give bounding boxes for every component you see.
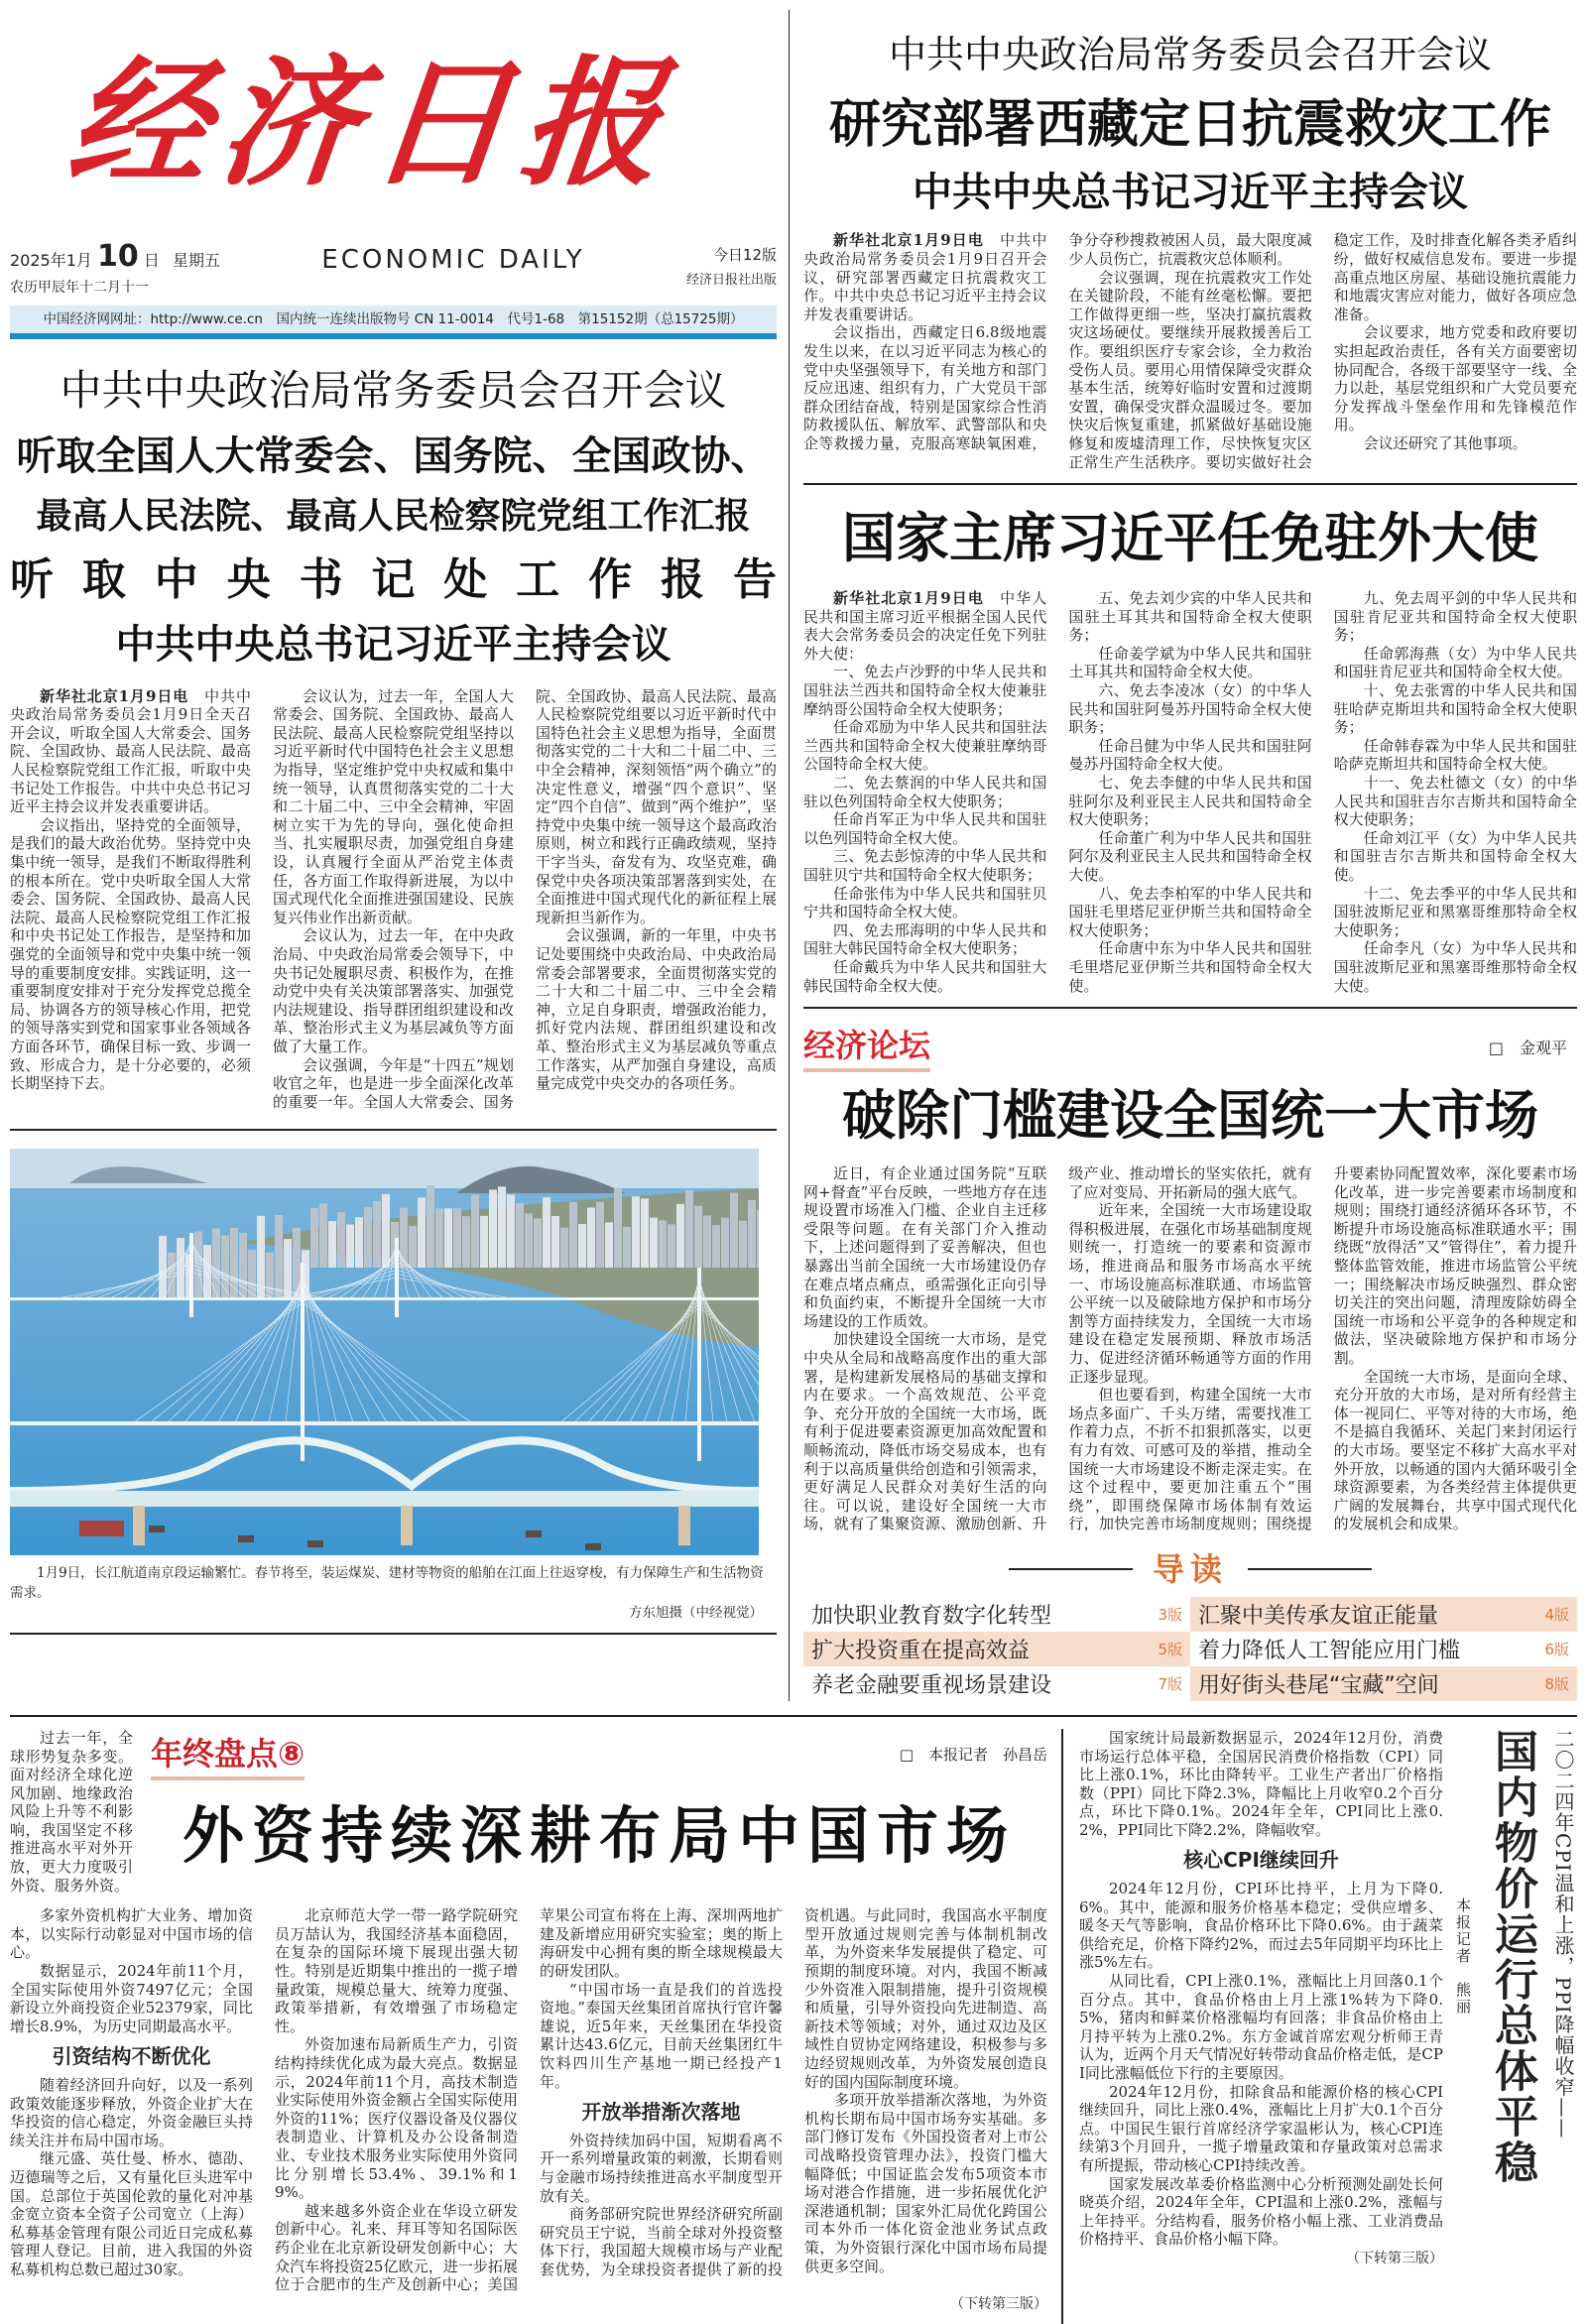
cargo-ship (79, 1521, 124, 1536)
building (373, 1201, 381, 1268)
date-suffix: 日 (143, 251, 160, 270)
english-name: ECONOMIC DAILY (321, 245, 585, 275)
foreign-title: 外资持续深耕布局中国市场 (182, 1798, 1016, 1872)
paragraph: 一、免去卢沙野的中华人民共和国驻法兰西共和国特命全权大使兼驻摩纳哥公国特命全权大使职务； (803, 663, 1047, 718)
guide-entry[interactable] (1190, 1597, 1577, 1632)
guide-rule (1009, 1568, 1133, 1570)
building (275, 1215, 283, 1297)
building (355, 1218, 363, 1269)
building (587, 1208, 595, 1269)
paragraph: 任命姜学斌为中华人民共和国驻土耳其共和国特命全权大使。 (1068, 644, 1312, 681)
cpi-author: 本报记者 熊丽 (1454, 1896, 1472, 2016)
building (757, 1210, 759, 1268)
paragraph: 北京师范大学一带一路学院研究员万喆认为，我国经济基本面稳固，在复杂的国际环境下展现出强大韧性。特别是近期集中推出的一揽子增量政策，规模总量大、统筹力度强、政策举措新，有效增强了市场稳定性。 (275, 1906, 518, 2035)
guide-entry-label: 扩大投资重在提高效益 (811, 1638, 1031, 1663)
cpi-continued: （下转第三版） (1346, 2250, 1443, 2266)
divider (803, 483, 1577, 485)
quake-title: 研究部署西藏定日抗震救灾工作 (828, 95, 1551, 156)
right-column (790, 10, 1577, 1701)
date-prefix: 2025年1月 (10, 251, 92, 270)
masthead-meta (10, 240, 777, 298)
building (480, 1216, 488, 1268)
photo-caption (10, 1563, 777, 1603)
building (346, 1225, 354, 1269)
building (659, 1221, 667, 1269)
paragraph: 任命郭海燕（女）为中华人民共和国驻肯尼亚共和国特命全权大使。 (1333, 644, 1577, 681)
paragraph: 多项开放举措渐次落地，为外资机构长期布局中国市场夯实基础。多部门修订发布《外国投资者对上市公司战略投资管理办法》，投资门槛大幅降低；中国证监会发布5项资本市场对港合作措施，进一步拓展优化沪深港通机制；国家外汇局优化跨国公司本外币一体化资金池业务试点政策，为外资银行深化中国市场布局提供更多空间。 (804, 2091, 1047, 2275)
building (534, 1219, 542, 1269)
paragraph (803, 231, 1046, 323)
foreign-article (10, 1729, 1063, 2324)
paragraph: “中国市场一直是我们的首选投资地。”泰国天丝集团首席执行官许馨雄说，近5年来，天丝集团在华投资累计达43.6亿元，目前天丝集团红牛饮料四川生产基地一期已经投产1年。 (540, 1980, 783, 2091)
ship (307, 1540, 323, 1547)
paragraph (803, 589, 1046, 663)
lead-body (10, 687, 777, 1112)
photo-credit: 方东旭摄（中经视觉） (629, 1605, 763, 1622)
dateline: 新华社北京1月9日电 (40, 686, 189, 705)
guide-entry-page: 6版 (1544, 1640, 1569, 1658)
section-subhead: 开放举措渐次落地 (581, 2100, 741, 2125)
building (248, 1250, 256, 1297)
paragraph: 九、免去周平剑的中华人民共和国驻肯尼亚共和国特命全权大使职务； (1333, 589, 1577, 645)
paragraph: 任命董广利为中华人民共和国驻阿尔及利亚民主人民共和国特命全权大使。 (1068, 828, 1312, 884)
building (382, 1194, 390, 1268)
paragraph: 近年来，全国统一大市场建设取得积极进展，在强化市场基础制度规则统一，打造统一的要素和资源市场，推进商品和服务市场高水平统一、市场设施高标准联通、市场监管公平统一以及破除地方保护和市场分割等方面持续发力，全国统一大市场建设在稳定发展预期、释放市场活力、促进经济循环畅通等方面的作用正逐步显现。 (1068, 1201, 1312, 1386)
issue-date (10, 240, 220, 278)
paragraph: 二、免去蔡润的中华人民共和国驻以色列国特命全权大使职务； (803, 774, 1047, 810)
forum-header (803, 1021, 1577, 1072)
guide-header (803, 1547, 1577, 1591)
cpi-text (1079, 1729, 1443, 2324)
river-bridge-photo (10, 1149, 759, 1555)
upper-section (10, 10, 1577, 1701)
masthead-rule (10, 333, 777, 339)
lead-subtitle: 中共中央总书记习近平主持会议 (115, 621, 671, 668)
paragraph: 会议要求，地方党委和政府要切实担起政治责任，各有关方面要密切协同配合，各级干部要坚守一线、全力以赴，基层党组织和广大党员要充分发挥战斗堡垒作用和先锋模范作用。 (1333, 323, 1577, 434)
paragraph: 但也要看到，构建全国统一大市场点多面广、千头万绪，需要找准工作着力点，不折不扣狠抓落实，以更有力有效、可感可及的举措，推动全国统一大市场建设不断走深走实。在这个过程中，要更加注重五个“围绕”，即围绕保障市场体制有效运行，加快完善市场制度规则；围绕提升要素协同配置效率，深化要素市场化改革，进一步完善要素市场制度和规则；围绕打通经济循环各环节，不断提升市场设施高标准联通水平；围绕既“放得活”又“管得住”，着力提升整体监管效能，推进市场监管公平统一；围绕解决市场反映强烈、群众密切关注的突出问题，清理废除妨碍全国统一市场和公平竞争的各种规定和做法，坚决破除地方保护和市场分割。 (1068, 1164, 1577, 1533)
bridge-deck (10, 1421, 759, 1425)
cpi-article (1063, 1729, 1577, 2324)
guide-entry-page: 3版 (1158, 1605, 1182, 1624)
paragraph: 会议还研究了其他事项。 (1363, 434, 1527, 453)
paragraph: 多家外资机构扩大业务、增加资本，以实际行动彰显对中国市场的信心。 (10, 1906, 253, 1962)
paragraph: 2024年12月份，扣除食品和能源价格的核心CPI继续回升，同比上涨0.4%，涨幅比上月扩大0.1个百分点。中国民生银行首席经济学家温彬认为，核心CPI连续第3个月回升，一揽子增量政策和存量政策对总需求有所提振，带动核心CPI持续改善。 (1079, 2082, 1443, 2174)
paragraph: 十一、免去杜德文（女）的中华人民共和国驻吉尔吉斯共和国特命全权大使职务； (1333, 774, 1577, 829)
building (543, 1197, 550, 1268)
paragraph: 继元盛、英仕曼、桥水、德劭、迈德瑞等之后，又有量化巨头进军中国。总部位于英国伦敦的量化对冲基金宽立资本全资子公司宽立（上海）私募基金管理有限公司近日完成私募管理人登记。目前，进入我国的外资私募机构总数已超过30家。 (10, 2149, 253, 2278)
cpi-body (1079, 1729, 1443, 2175)
building (685, 1190, 693, 1268)
ship (149, 1526, 165, 1532)
building (489, 1190, 497, 1269)
photo-box (10, 1129, 777, 1635)
building (364, 1207, 372, 1268)
paragraph: 任命戴兵为中华人民共和国驻大韩民国特命全权大使。 (803, 957, 1047, 995)
quake-subtitle: 中共中央总书记习近平主持会议 (913, 170, 1468, 216)
building (230, 1228, 238, 1297)
building (569, 1202, 577, 1268)
paragraph: 任命吕健为中华人民共和国驻阿曼苏丹国特命全权大使。 (1068, 736, 1312, 774)
building (605, 1223, 613, 1269)
masthead-logo: 经济日报 (61, 43, 681, 205)
building (623, 1227, 631, 1268)
building (453, 1208, 461, 1268)
guide-entry-label: 汇聚中美传承友谊正能量 (1198, 1603, 1439, 1629)
lead-title-line3: 听取中央书记处工作报告 (10, 554, 777, 606)
forum-byline: □ 金观平 (1488, 1038, 1567, 1057)
ambassadors-title: 国家主席习近平任免驻外大使 (842, 507, 1538, 570)
building (418, 1198, 426, 1269)
paragraph: 任命张伟为中华人民共和国驻贝宁共和国特命全权大使。 (803, 884, 1047, 921)
info-bar-text: 中国经济网网址：http://www.ce.cn 国内统一连续出版物号 CN 11-0014 代号1-68 第15152期（总15725期） (43, 311, 744, 327)
guide-entry-page: 5版 (1158, 1640, 1182, 1658)
paragraph: 会议认为，过去一年，全国人大常委会、国务院、全国政协、最高人民法院、最高人民检察院党组坚持以习近平新时代中国特色社会主义思想为指导，坚定维护党中央权威和集中统一领导，认真贯彻落实党的二十大和二十届二中、三中全会精神，牢固树立实干为先的导向，强化使命担当、扎实履职尽责，加强党组自身建设，认真履行全面从严治党主体责任，各方面工作取得新进展，为以中国式现代化全面推进强国建设、民族复兴伟业作出新贡献。 (273, 686, 514, 926)
guide-entry-label: 用好街头巷尾“宝藏”空间 (1198, 1672, 1439, 1698)
dateline: 新华社北京1月9日电 (833, 231, 984, 250)
paragraph-text: 中共中央政治局常务委员会1月9日召开会议，研究部署西藏定日抗震救灾工作。中共中央总书记习近平主持会议并发表重要讲话。 (803, 231, 1047, 323)
weekday: 星期五 (172, 251, 220, 270)
guide-entry[interactable] (803, 1597, 1190, 1632)
info-bar (10, 306, 777, 333)
building (739, 1221, 747, 1268)
building (159, 1236, 167, 1297)
foreign-continued: （下转第三版） (950, 2295, 1047, 2312)
guide-table (803, 1597, 1577, 1701)
paragraph: 五、免去刘少宾的中华人民共和国驻土耳其共和国特命全权大使职务； (1068, 589, 1312, 645)
building (712, 1225, 720, 1268)
date-block (10, 240, 220, 298)
section-subhead: 引资结构不断优化 (52, 2044, 211, 2069)
paragraph (10, 687, 251, 816)
paragraph: 十二、免去季平的中华人民共和国驻波斯尼亚和黑塞哥维那特命全权大使职务； (1333, 884, 1577, 939)
building (668, 1225, 675, 1269)
quake-body (803, 231, 1577, 471)
paragraph: 十、免去张霄的中华人民共和国驻哈萨克斯坦共和国特命全权大使职务； (1333, 681, 1577, 737)
paragraph: 七、免去李健的中华人民共和国驻阿尔及利亚民主人民共和国特命全权大使职务； (1068, 774, 1312, 829)
photo-caption-text: 1月9日，长江航道南京段运输繁忙。春节将至，装运煤炭、建材等物资的船舶在江面上往返穿梭，有力保障生产和生活物资需求。 (10, 1565, 764, 1602)
guide-entry[interactable] (803, 1632, 1190, 1666)
cpi-last-paragraph-text: 国家发展改革委价格监测中心分析预测处副处长何晓英介绍，2024年全年，CPI温和上涨0.2%，涨幅与上年持平。分结构看，服务价格小幅上涨、工业消费品价格持平、食品价格小幅下降。 (1079, 2174, 1443, 2249)
guide-entry-page: 4版 (1544, 1605, 1569, 1624)
paragraph: 八、免去李柏军的中华人民共和国驻毛里塔尼亚伊斯兰共和国特命全权大使职务； (1068, 884, 1312, 939)
edition-block (686, 240, 777, 292)
lunar-date: 农历甲辰年十二月十一 (10, 280, 149, 296)
quake-kicker: 中共中央政治局常务委员会召开会议 (888, 33, 1492, 76)
building (516, 1203, 524, 1268)
lower-section (10, 1715, 1577, 2324)
foreign-intro (10, 1729, 133, 1895)
publisher: 经济日报社出版 (685, 273, 777, 288)
left-column (10, 10, 790, 1701)
ship (238, 1535, 254, 1542)
divider (803, 1007, 1577, 1009)
guide-entry[interactable] (803, 1666, 1190, 1701)
paragraph: 商务部研究院世界经济研究所副研究员王宁说，当前全球对外投资整体下行，我国超大规模市场与产业配套优势，为全球投资者提供了新的投资机遇。与此同时，我国高水平制度型开放通过规则完善与体制机制改革，为外资来华发展提供了稳定、可预期的制度环境。对内，我国不断减少外资准入限制措施，提升引资规模和质量，引导外资投向先进制造、高新技术等领域；对外，通过双边及区域性自贸协定网络建设，积极参与多边经贸规则改革，为外资发展创造良好的国内国际制度环境。 (540, 1906, 1047, 2278)
forum-column-label: 经济论坛 (803, 1021, 930, 1072)
building (551, 1216, 559, 1268)
paragraph: 2024年12月份，CPI环比持平，上月为下降0.6%。其中，能源和服务价格基本稳定；受供应增多、暖冬天气等影响，食品价格环比下降0.6%。由于蔬菜供给充足，价格下降约2%，而过去5年同期平均环比上涨5%左右。 (1079, 1880, 1443, 1972)
lead-title-line1: 听取全国人大常委会、国务院、全国政协、 (16, 432, 771, 479)
paragraph: 会议强调，现在抗震救灾工作处在关键阶段，不能有丝毫松懈。要把工作做得更细一些，坚决打赢抗震救灾这场硬仗。要继续开展救援善后工作。要组织医疗专家会诊，全力救治受伤人员。要用心用情保障受灾群众基本生活，统筹好临时安置和过渡期安置，确保受灾群众温暖过冬。要加快灾后恢复重建，抓紧做好基础设施修复和废墟清理工作，尽快恢复灾区正常生产生活秩序。要切实做好社会稳定工作，及时排查化解各类矛盾纠纷，做好权威信息发布。要进一步提高重点地区房屋、基础设施抗震能力和地震灾害应对能力，做好各项应急准备。 (1068, 231, 1577, 471)
building (444, 1209, 452, 1269)
forum-title: 破除门槛建设全国统一大市场 (842, 1084, 1538, 1148)
building (694, 1206, 702, 1268)
cpi-last-paragraph (1079, 2175, 1443, 2249)
date-day: 10 (97, 239, 139, 274)
building (337, 1213, 345, 1269)
building (632, 1197, 640, 1269)
foreign-label-row (151, 1729, 1047, 1780)
building (400, 1208, 408, 1268)
cpi-subtitle: 二〇二四年CPI温和上涨，PPI降幅收窄—— (1551, 1728, 1575, 2140)
dateline: 新华社北京1月9日电 (833, 589, 984, 608)
paragraph: 任命肖军正为中华人民共和国驻以色列国特命全权大使。 (803, 810, 1047, 847)
paragraph: 任命邓励为中华人民共和国驻法兰西共和国特命全权大使兼驻摩纳哥公国特命全权大使。 (803, 718, 1047, 774)
paragraph: 任命唐中东为中华人民共和国驻毛里塔尼亚伊斯兰共和国特命全权大使。 (1068, 939, 1312, 995)
paragraph: 加快建设全国统一大市场，是党中央从全局和战略高度作出的重大部署，是构建新发展格局的基础支撑和内在要求。一个高效规范、公平竞争、充分开放的全国统一大市场，既有利于促进要素资源更加高效配置和顺畅流动，降低市场交易成本，也有利于以高质量供给创造和引领需求，更好满足人民群众对美好生活的向往。可以说，建设好全国统一大市场，就有了集聚资源、激励创新、升级产业、推动增长的坚实依托，就有了应对变局、开拓新局的强大底气。 (803, 1164, 1312, 1533)
paragraph: 六、免去李凌冰（女）的中华人民共和国驻阿曼苏丹国特命全权大使职务； (1068, 681, 1312, 737)
bridge-pier (678, 1506, 690, 1545)
foreign-byline: □ 本报记者 孙昌岳 (899, 1746, 1047, 1765)
paragraph: 近日，有企业通过国务院“互联网+督查”平台反映，一些地方存在违规设置市场准入门槛、企业自主迁移受限等问题。在有关部门介入推动下，上述问题得到了妥善解决，但也暴露出当前全国统一大市场建设仍存在难点堵点痛点，亟需强化正向引导和负面约束，不断提升全国统一大市场建设的工作质效。 (803, 1164, 1047, 1330)
paragraph: 数据显示，2024年前11个月，全国实际使用外资7497亿元；全国新设立外商投资企业52379家，同比增长8.9%，为历史同期最高水平。 (10, 1962, 253, 2035)
guide-title: 导读 (1152, 1549, 1228, 1588)
building (293, 1228, 301, 1297)
foreign-header (151, 1729, 1047, 1895)
building (221, 1236, 229, 1297)
paragraph: 会议强调，新的一年里，中央书记处要围绕中央政治局、中央政治局常委会部署要求，全面贯彻落实党的二十大和二十届二中、三中全会精神，立足自身职责，增强政治能力，抓好党内法规、群团组织建设和改革、整治形式主义为基层减负等重点工作落实，从严加强自身建设，高质量完成党中央交办的各项任务。 (536, 926, 777, 1093)
building (462, 1216, 470, 1268)
building (703, 1216, 711, 1269)
lead-kicker: 中共中央政治局常务委员会召开会议 (60, 366, 727, 415)
paragraph: 外资加速布局新质生产力，引资结构持续优化成为最大亮点。数据显示，2024年前11个月，高技术制造业实际使用外资金额占全国实际使用外资的11%；医疗仪器设备及仪器仪表制造业、计算机及办公设备制造业、专业技术服务业实际使用外资同比分别增长53.4%、39.1%和19%。 (275, 2035, 518, 2202)
paragraph: 全国统一大市场，是面向全球、充分开放的大市场，是对所有经营主体一视同仁、平等对待的大市场，绝不是搞自我循环、关起门来封闭运行的大市场。要坚定不移扩大高水平对外开放，以畅通的国内大循环吸引全球资源要素，为各类经营主体提供更广阔的发展舞台，共享中国式现代化的发展机会和成果。 (1333, 1367, 1577, 1533)
lead-headline (10, 363, 777, 672)
building (730, 1193, 738, 1269)
paragraph: 从同比看，CPI上涨0.1%，涨幅比上月回落0.1个百分点。其中，食品价格由上月上涨1%转为下降0.5%，猪肉和鲜菜价格涨幅均有回落；非食品价格由上月持平转为上涨0.2%。东方金诚首席宏观分析师王青认为，近两个月天气情况好转带动食品价格走低，是CPI同比涨幅低位下行的主要原因。 (1079, 1972, 1443, 2083)
paragraph-text: 中华人民共和国主席习近平根据全国人民代表大会常务委员会的决定任免下列驻外大使： (803, 589, 1047, 663)
guide-entry-label: 加快职业教育数字化转型 (811, 1603, 1052, 1629)
building (409, 1226, 417, 1268)
paragraph: 会议指出，坚持党的全面领导，是我们的最大政治优势。坚持党中央集中统一领导，是我们不断取得胜利的根本所在。党中央听取全国人大常委会、国务院、全国政协、最高人民法院、最高人民检察院党组工作汇报和中央书记处工作报告，是坚持和加强党的全面领导和党中央集中统一领导的重要制度安排。实践证明，这一重要制度安排对于充分发挥党总揽全局、协调各方的领导核心作用，把党的领导落实到党和国家事业各领域各方面各环节，确保目标一致、步调一致、形成合力，是十分必要的，必须长期坚持下去。 (10, 815, 251, 1093)
building (284, 1239, 292, 1297)
foreign-intro-text: 过去一年，全球形势复杂多变。面对经济全球化逆风加剧、地缘政治风险上升等不利影响，我国坚定不移推进高水平对外开放，更大力度吸引外资、服务外资。 (10, 1728, 133, 1895)
paragraph: 会议认为，过去一年，在中央政治局、中央政治局常委会领导下，中央书记处履职尽责、积极作为，在推动党中央有关决策部署落实、加强党内法规建设、指导群团组织建设和改革、整治形式主义为基层减负等方面做了大量工作。 (273, 926, 514, 1055)
building (328, 1221, 336, 1268)
paragraph: 会议强调，今年是“十四五”规划收官之年，也是进一步全面深化改革的重要一年。全国人大常委会、国务院、全国政协、最高人民法院、最高人民检察院党组要以习近平新时代中国特色社会主义思想为指导，全面贯彻落实党的二十大和二十届二中、三中全会精神，深刻领悟“两个确立”的决定性意义，增强“四个意识”、坚定“四个自信”、做到“两个维护”，坚持党中央集中统一领导这个最高政治原则，树立和践行正确政绩观，坚持干字当头，奋发有为、攻坚克难，确保党中央各项决策部署落到实处，在全面推进中国式现代化的新征程上展现新担当新作为。 (273, 686, 777, 1111)
building (560, 1228, 568, 1268)
cpi-title: 国内物价运行总体平稳 (1487, 1728, 1537, 2185)
paragraph: 国家统计局最新数据显示，2024年12月份，消费市场运行总体平稳，全国居民消费价格指数（CPI）同比上涨0.1%，环比由降转平。工业生产者出厂价格指数（PPI）同比下降2.3%，降幅比上月收窄0.2个百分点，环比下降0.1%。2024年全年，CPI同比上涨0.2%，PPI同比下降2.2%，降幅收窄。 (1079, 1728, 1443, 1839)
building (676, 1204, 684, 1268)
building (319, 1204, 327, 1269)
ship (526, 1530, 542, 1537)
paragraph: 任命刘江平（女）为中华人民共和国驻吉尔吉斯共和国特命全权大使。 (1333, 828, 1577, 884)
bridge-pier (133, 1506, 145, 1545)
guide-entry-page: 8版 (1544, 1674, 1569, 1693)
ship (585, 1543, 601, 1550)
paragraph-text: 中共中央政治局常务委员会1月9日全天召开会议，听取全国人大常委会、国务院、全国政协、最高人民法院、最高人民检察院党组工作汇报，听取中央书记处工作报告。中共中央总书记习近平主持会议并发表重要讲话。 (10, 686, 251, 816)
building (748, 1200, 756, 1268)
foreign-body (10, 1906, 1047, 2293)
foreign-column-label: 年终盘点⑧ (151, 1729, 305, 1780)
ambassadors-body (803, 589, 1577, 995)
building (498, 1187, 506, 1269)
guide-entry-label: 着力降低人工智能应用门槛 (1198, 1638, 1461, 1663)
page-count: 今日12版 (712, 246, 777, 264)
guide-entry[interactable] (1190, 1632, 1577, 1666)
bridge-tower (189, 1233, 193, 1317)
building (596, 1202, 604, 1268)
building (427, 1185, 434, 1268)
building (471, 1195, 479, 1268)
foreign-header-row (10, 1729, 1047, 1895)
paragraph: 四、免去邢海明的中华人民共和国驻大韩民国特命全权大使职务； (803, 920, 1047, 958)
building (203, 1246, 211, 1298)
paragraph: 越来越多外资企业在华设立研发创新中心。礼来、拜耳等知名国际医药企业在北京新设研发创新中心；大众汽车将投资25亿欧元，进一步拓展位于合肥市的生产及创新中心；美国苹果公司宣布将在上海、深圳两地扩建及新增应用研究实验室；奥的斯上海研发中心拥有奥的斯全球规模最大的研发团队。 (275, 1906, 783, 2294)
building (168, 1253, 176, 1297)
paragraph: 会议指出，西藏定日6.8级地震发生以来，在以习近平同志为核心的党中央坚强领导下，有关地方和部门反应迅速、组织有力，广大党员干部群众团结奋战，特别是国家综合性消防救援队伍、解放军、武警部队和央企等救援力量，克服高寒缺氧困难，争分夺秒搜救被困人员，最大限度减少人员伤亡，抗震救灾总体顺利。 (803, 231, 1312, 453)
bridge-tower (697, 1268, 701, 1461)
guide-entry-label: 养老金融要重视场景建设 (811, 1672, 1052, 1698)
paragraph: 三、免去彭惊涛的中华人民共和国驻贝宁共和国特命全权大使职务； (803, 847, 1047, 884)
building (310, 1208, 318, 1268)
paragraph: 任命李凡（女）为中华人民共和国驻波斯尼亚和黑塞哥维那特命全权大使。 (1333, 939, 1577, 995)
guide-entry-page: 7版 (1158, 1674, 1182, 1693)
paragraph: 随着经济回升向好，以及一系列政策效能逐步释放，外资企业扩大在华投资的信心稳定，外资金融巨头持续关注并布局中国市场。 (10, 2076, 253, 2149)
lead-title-line2: 最高人民法院、最高人民检察院党组工作汇报 (36, 495, 751, 537)
building (650, 1218, 658, 1268)
bridge-pier (401, 1506, 413, 1545)
section-subhead: 核心CPI继续回升 (1183, 1848, 1339, 1873)
building (614, 1188, 622, 1268)
building (177, 1238, 184, 1297)
building (641, 1199, 649, 1269)
forum-body (803, 1164, 1577, 1533)
guide-entry[interactable] (1190, 1666, 1577, 1701)
building (578, 1224, 586, 1268)
guide-rule (1248, 1568, 1372, 1570)
building (721, 1218, 729, 1268)
paragraph: 外资持续加码中国，短期看离不开一系列增量政策的刺激，长期看则与金融市场持续推进高水平制度型开放有关。 (540, 2131, 783, 2205)
arch-bridge-deck (10, 1491, 759, 1507)
building (435, 1209, 443, 1269)
building (507, 1195, 515, 1269)
building (525, 1214, 533, 1269)
paragraph: 任命韩春霖为中华人民共和国驻哈萨克斯坦共和国特命全权大使。 (1333, 736, 1577, 774)
